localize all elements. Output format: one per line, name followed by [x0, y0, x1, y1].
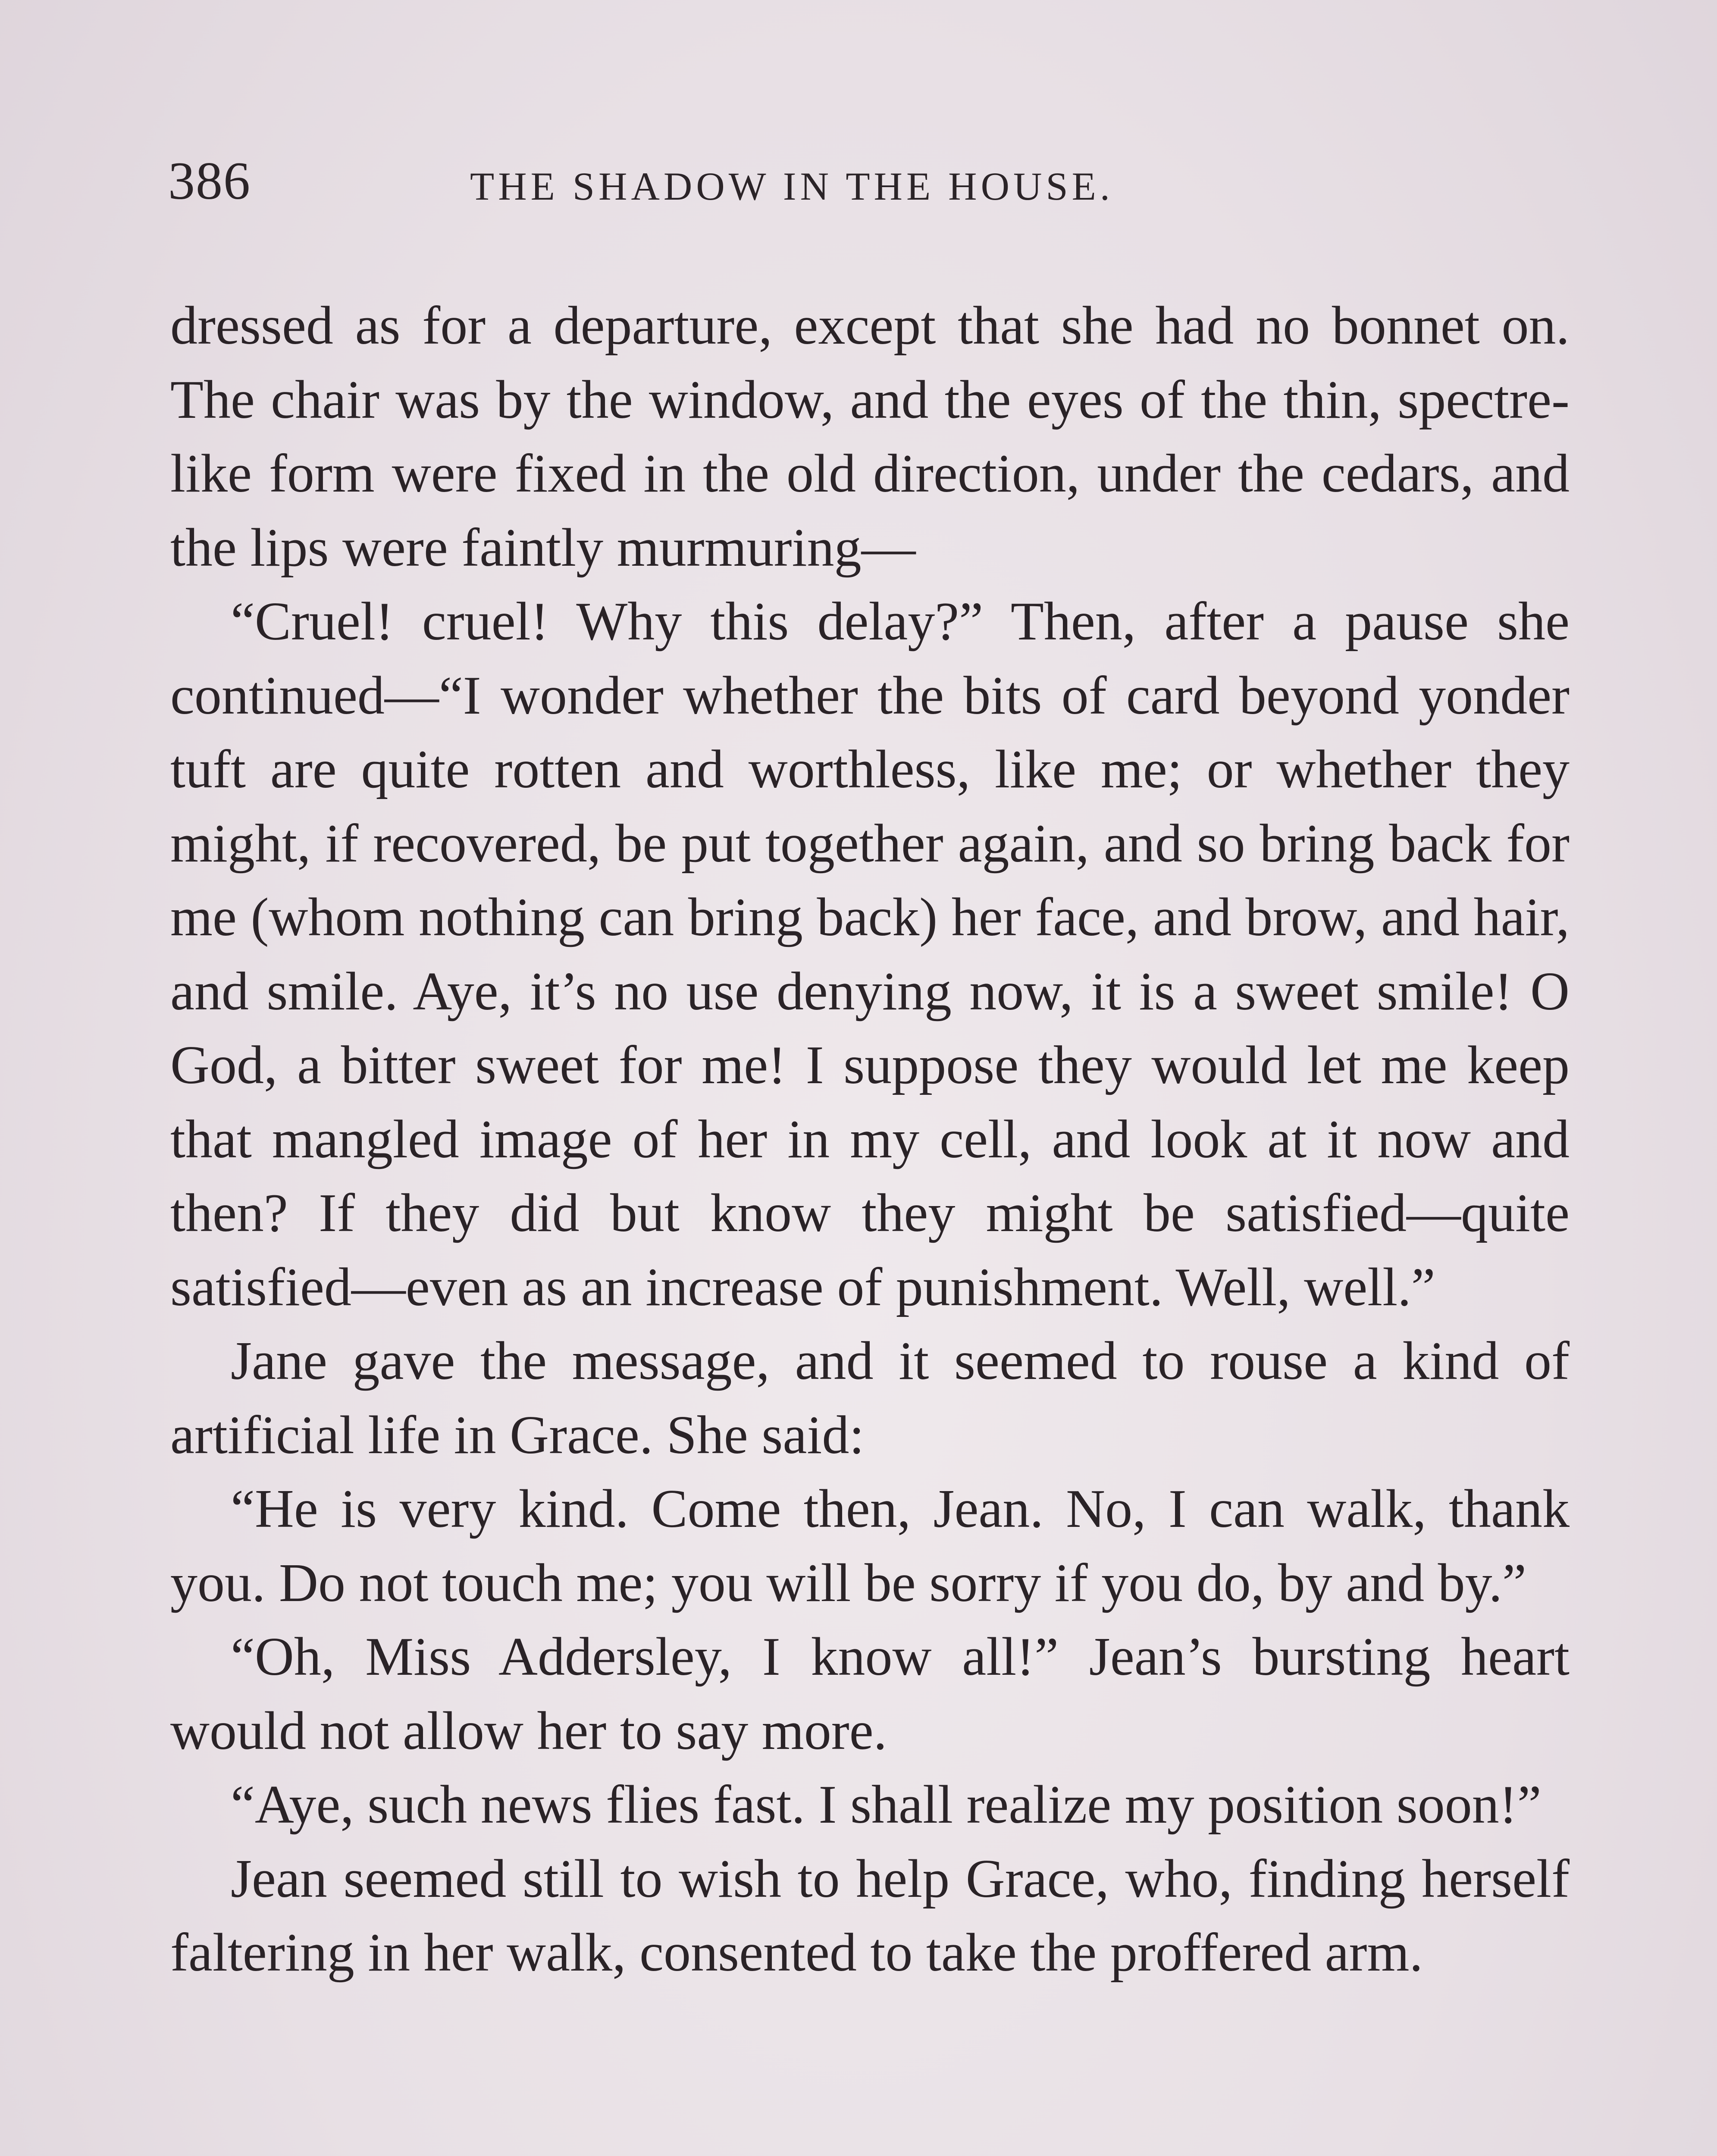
paragraph-6: “Aye, such news flies fast. I shall realize my position soon!”	[231, 1775, 1542, 1835]
paragraph-3: Jane gave the message, and it seemed to rouse a kind of artificial life in Grace. She said:	[170, 1331, 1570, 1465]
body-text	[170, 289, 1570, 1990]
paragraph-1: dressed as for a departure, except that she had no bonnet on. The chair was by the window, and the eyes of the thin, spectre-like form were fixed in the old direction, under the cedars, and the lips were faintly murmuring—	[170, 296, 1570, 578]
running-head: THE SHADOW IN THE HOUSE.	[470, 164, 1114, 208]
paragraph-4: “He is very kind. Come then, Jean. No, I can walk, thank you. Do not touch me; you will be sorry if you do, by and by.”	[170, 1479, 1570, 1613]
paragraph-7: Jean seemed still to wish to help Grace, who, finding herself faltering in her walk, consented to take the proffered arm.	[170, 1849, 1570, 1983]
paragraph-2: “Cruel! cruel! Why this delay?” Then, after a pause she continued—“I wonder whether the bits of card beyond yonder tuft are quite rotten and worthless, like me; or whether they might, if recovered, be put together again, and so bring back for me (whom nothing can bring back) her face, and brow, and hair, and smile. Aye, it’s no use denying now, it is a sweet smile! O God, a bitter sweet for me! I suppose they would let me keep that mangled image of her in my cell, and look at it now and then? If they did but know they might be satisfied—quite satisfied—even as an increase of punishment. Well, well.”	[170, 592, 1570, 1317]
page-number: 386	[168, 151, 251, 210]
page-header	[168, 147, 1574, 216]
paragraph-5: “Oh, Miss Addersley, I know all!” Jean’s bursting heart would not allow her to say more.	[170, 1627, 1570, 1761]
